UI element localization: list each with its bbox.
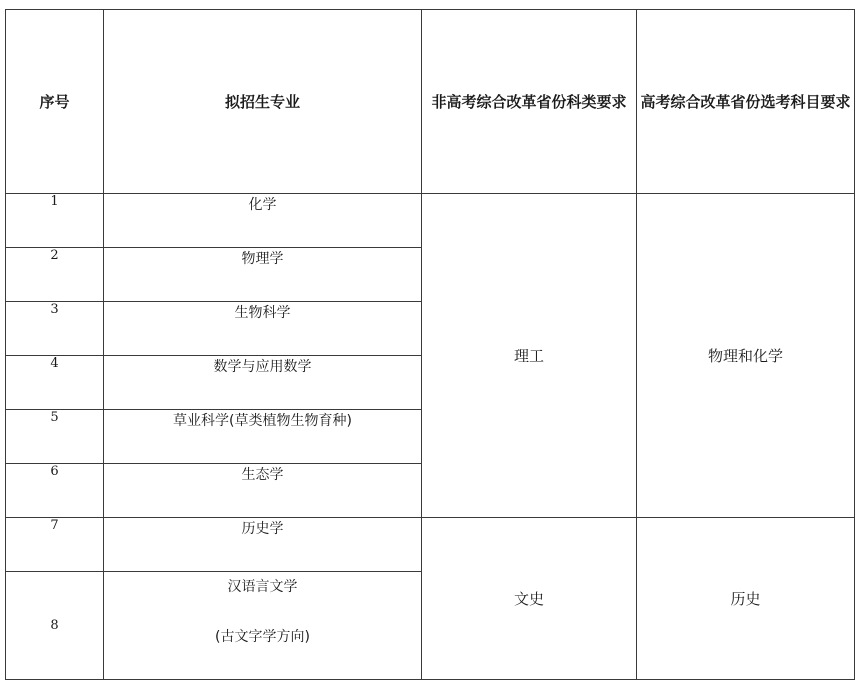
row-index: 1 [6,194,104,248]
row-major-subtitle: (古文字学方向) [215,629,310,645]
group-humanities-non-reform: 文史 [422,518,637,680]
group-science-non-reform: 理工 [422,194,637,518]
row-index: 2 [6,248,104,302]
row-major: 生态学 [104,464,422,518]
row-major: 草业科学(草类植物生物育种) [104,410,422,464]
row-major: 数学与应用数学 [104,356,422,410]
header-non-reform-requirement [422,10,637,194]
row-index: 8 [6,572,104,680]
row-major: 生物科学 [104,302,422,356]
table-row [6,518,855,572]
table-row [6,194,855,248]
row-major: 历史学 [104,518,422,572]
row-major: 化学 [104,194,422,248]
row-major [104,572,422,680]
row-index: 4 [6,356,104,410]
row-index: 5 [6,410,104,464]
header-reform-text: 高考综合改革省份选考科目要求 [640,92,851,111]
row-major-name: 汉语言文学 [227,579,298,595]
header-index: 序号 [6,10,104,194]
row-index: 6 [6,464,104,518]
row-index: 3 [6,302,104,356]
group-science-reform: 物理和化学 [637,194,855,518]
group-humanities-reform: 历史 [637,518,855,680]
admission-requirements-table [5,9,855,680]
header-reform-requirement [637,10,855,194]
header-row [6,10,855,194]
header-non-reform-text: 非高考综合改革省份科类要求 [431,92,627,111]
header-major: 拟招生专业 [104,10,422,194]
row-major: 物理学 [104,248,422,302]
row-index: 7 [6,518,104,572]
